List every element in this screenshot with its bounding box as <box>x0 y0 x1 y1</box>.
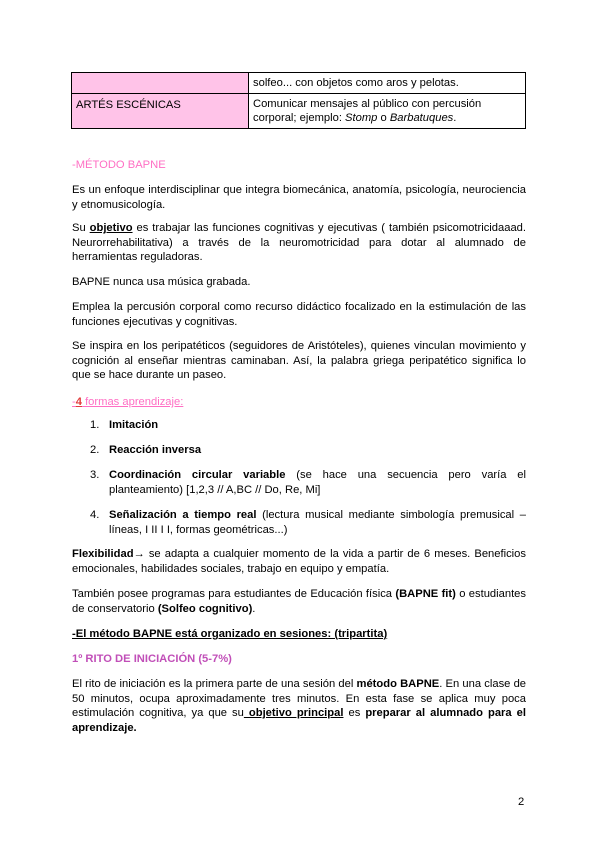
table-row <box>72 73 526 94</box>
learning-forms-list <box>90 418 526 548</box>
paragraph-intro: Es un enfoque interdisciplinar que integra biomecánica, anatomía, psicología, neurociencia y etnomusicología. <box>72 184 526 211</box>
paragraph-body-percussion: Emplea la percusión corporal como recurso didáctico focalizado en la estimulación de las funciones ejecutivas y cognitivas. <box>72 301 526 328</box>
paragraph-rito: El rito de iniciación es la primera parte de una sesión del método BAPNE. En una clase de 50 minutos, ocupa aproximadamente tres minutos. En esta fase se aplica muy poca estimulación cognitiva, ya que su objetivo principal es preparar al alumnado para el aprendizaje. <box>72 678 527 734</box>
activities-table <box>71 72 526 129</box>
paragraph-no-recorded-music: BAPNE nunca usa música grabada. <box>72 276 251 288</box>
objective-keyword: objetivo <box>89 222 133 234</box>
paragraph-objective: Su objetivo es trabajar las funciones cognitivas y ejecutivas ( también psicomotricidaaad. Neurorrehabilitativa) a través de la neuromotricidad para dotar al alumnado de herramientas reguladoras. <box>72 222 526 264</box>
paragraph-flexibility: Flexibilidad→ se adapta a cualquier momento de la vida a partir de 6 meses. Beneficios emocionales, habilidades sociales, trabajo en equipo y empatía. <box>72 548 526 575</box>
example-barbatuques: Barbatuques <box>389 112 454 124</box>
table-cell-label <box>72 73 249 94</box>
list-item: 1. Imitación <box>90 419 159 431</box>
table-cell-description: solfeo... con objetos como aros y pelotas. <box>249 73 526 94</box>
section-title: -MÉTODO BAPNE <box>72 159 166 171</box>
page-number: 2 <box>518 796 525 808</box>
objective-principal: objetivo principal <box>243 707 344 720</box>
paragraph-peripatetic: Se inspira en los peripatéticos (seguidores de Aristóteles), quienes vinculan movimiento y cognición al enseñar mientras caminaban. Así, la palabra griega peripatético significa lo que se hace durante un paseo. <box>72 340 526 382</box>
sessions-heading: -El método BAPNE está organizado en sesiones: (tripartita) <box>72 628 388 640</box>
table-row <box>72 94 526 129</box>
list-item: 3. Coordinación circular variable (se hace una secuencia pero varía el planteamiento) [1,2,3 // A,BC // Do, Re, Mi] <box>90 469 526 496</box>
forms-heading: -4 formas aprendizaje: <box>72 396 184 408</box>
example-stomp: Stomp <box>345 112 378 124</box>
table-cell-description: Comunicar mensajes al público con percusión corporal; ejemplo: Stomp o Barbatuques. <box>249 94 526 129</box>
list-item: 2. Reacción inversa <box>90 444 202 456</box>
rito-heading: 1º RITO DE INICIACIÓN (5-7%) <box>72 653 232 665</box>
paragraph-programs: También posee programas para estudiantes de Educación física (BAPNE fit) o estudiantes de conservatorio (Solfeo cognitivo). <box>72 588 526 615</box>
list-item: 4. Señalización a tiempo real (lectura musical mediante simbología premusical – líneas, I II I I, formas geométricas...) <box>90 509 526 536</box>
table-cell-label: ARTÉS ESCÉNICAS <box>72 94 249 129</box>
